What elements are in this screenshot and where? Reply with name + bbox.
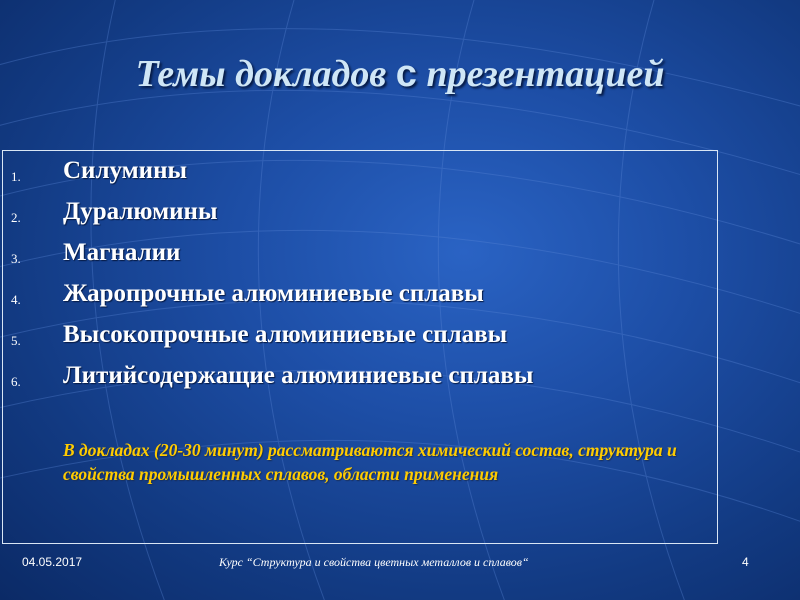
- list-number: 6.: [11, 374, 21, 389]
- slide-title: [0, 52, 800, 96]
- list-item-text: Дуралюмины: [63, 198, 218, 225]
- list-number: 4.: [11, 292, 21, 307]
- title-letter-c: с: [395, 53, 417, 95]
- content-box: [2, 150, 718, 544]
- list-number: 3.: [11, 251, 21, 266]
- title-part-2: презентацией: [416, 53, 665, 95]
- list-item-text: Высокопрочные алюминиевые сплавы: [63, 321, 508, 348]
- page-number: 4: [742, 555, 749, 569]
- list-item-text: Жаропрочные алюминиевые сплавы: [63, 280, 484, 307]
- list-number: 1.: [11, 169, 21, 184]
- footer-date: 04.05.2017: [22, 555, 83, 569]
- footer-course: Курс “Структура и свойства цветных металлов и сплавов“: [219, 555, 529, 569]
- title-part-1: Темы докладов: [135, 53, 396, 95]
- list-number: 5.: [11, 333, 21, 348]
- list-item-text: Силумины: [63, 157, 188, 184]
- list-number: 2.: [11, 210, 21, 225]
- report-note: В докладах (20-30 минут) рассматриваются химический состав, структура и свойства промышленных сплавов, области применения: [63, 440, 677, 484]
- list-item-text: Магналии: [63, 239, 181, 266]
- list-item-text: Литийсодержащие алюминиевые сплавы: [63, 362, 534, 389]
